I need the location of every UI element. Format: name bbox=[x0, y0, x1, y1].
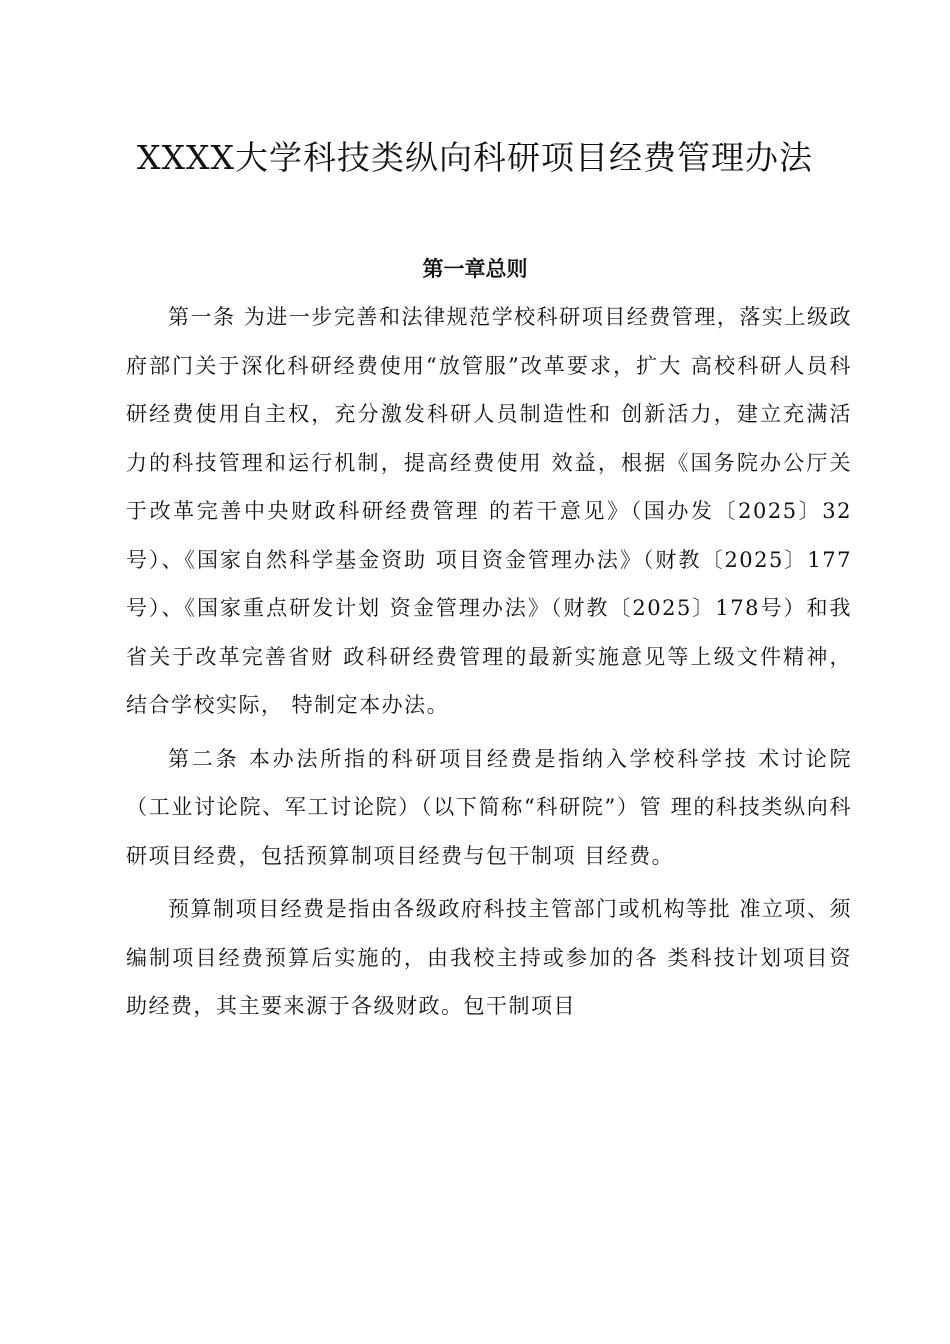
paragraph-budget-funding: 预算制项目经费是指由各级政府科技主管部门或机构等批 准立项、须编制项目经费预算后实施的，由我校主持或参加的各 类科技计划项目资助经费，其主要来源于各级财政。包干制项目 bbox=[126, 897, 852, 1018]
document-body bbox=[126, 293, 852, 1036]
paragraph-article-1: 第一条 为进一步完善和法律规范学校科研项目经费管理，落实上级政府部门关于深化科研经费使用“放管服”改革要求，扩大 高校科研人员科研经费使用自主权，充分激发科研人员制造性和 创新活力，建立充满活力的科技管理和运行机制，提高经费使用 效益，根据《国务院办公厅关于改革完善中央财政科研经费管理 的若干意见》（国办发〔2025〕32号）、《国家自然科学基金资助 项目资金管理办法》（财教〔2025〕177号）、《国家重点研发计划 资金管理办法》（财教〔2025〕178号）和我省关于改革完善省财 政科研经费管理的最新实施意见等上级文件精神，结合学校实际， 特制定本办法。 bbox=[126, 305, 852, 717]
document-title: XXXX大学科技类纵向科研项目经费管理办法 bbox=[137, 138, 813, 177]
paragraph-article-2: 第二条 本办法所指的科研项目经费是指纳入学校科学技 术讨论院（工业讨论院、军工讨论院）（以下简称“科研院”）管 理的科技类纵向科研项目经费，包括预算制项目经费与包干制项 目经费。 bbox=[126, 746, 852, 868]
chapter-heading: 第一章总则 bbox=[422, 256, 528, 281]
